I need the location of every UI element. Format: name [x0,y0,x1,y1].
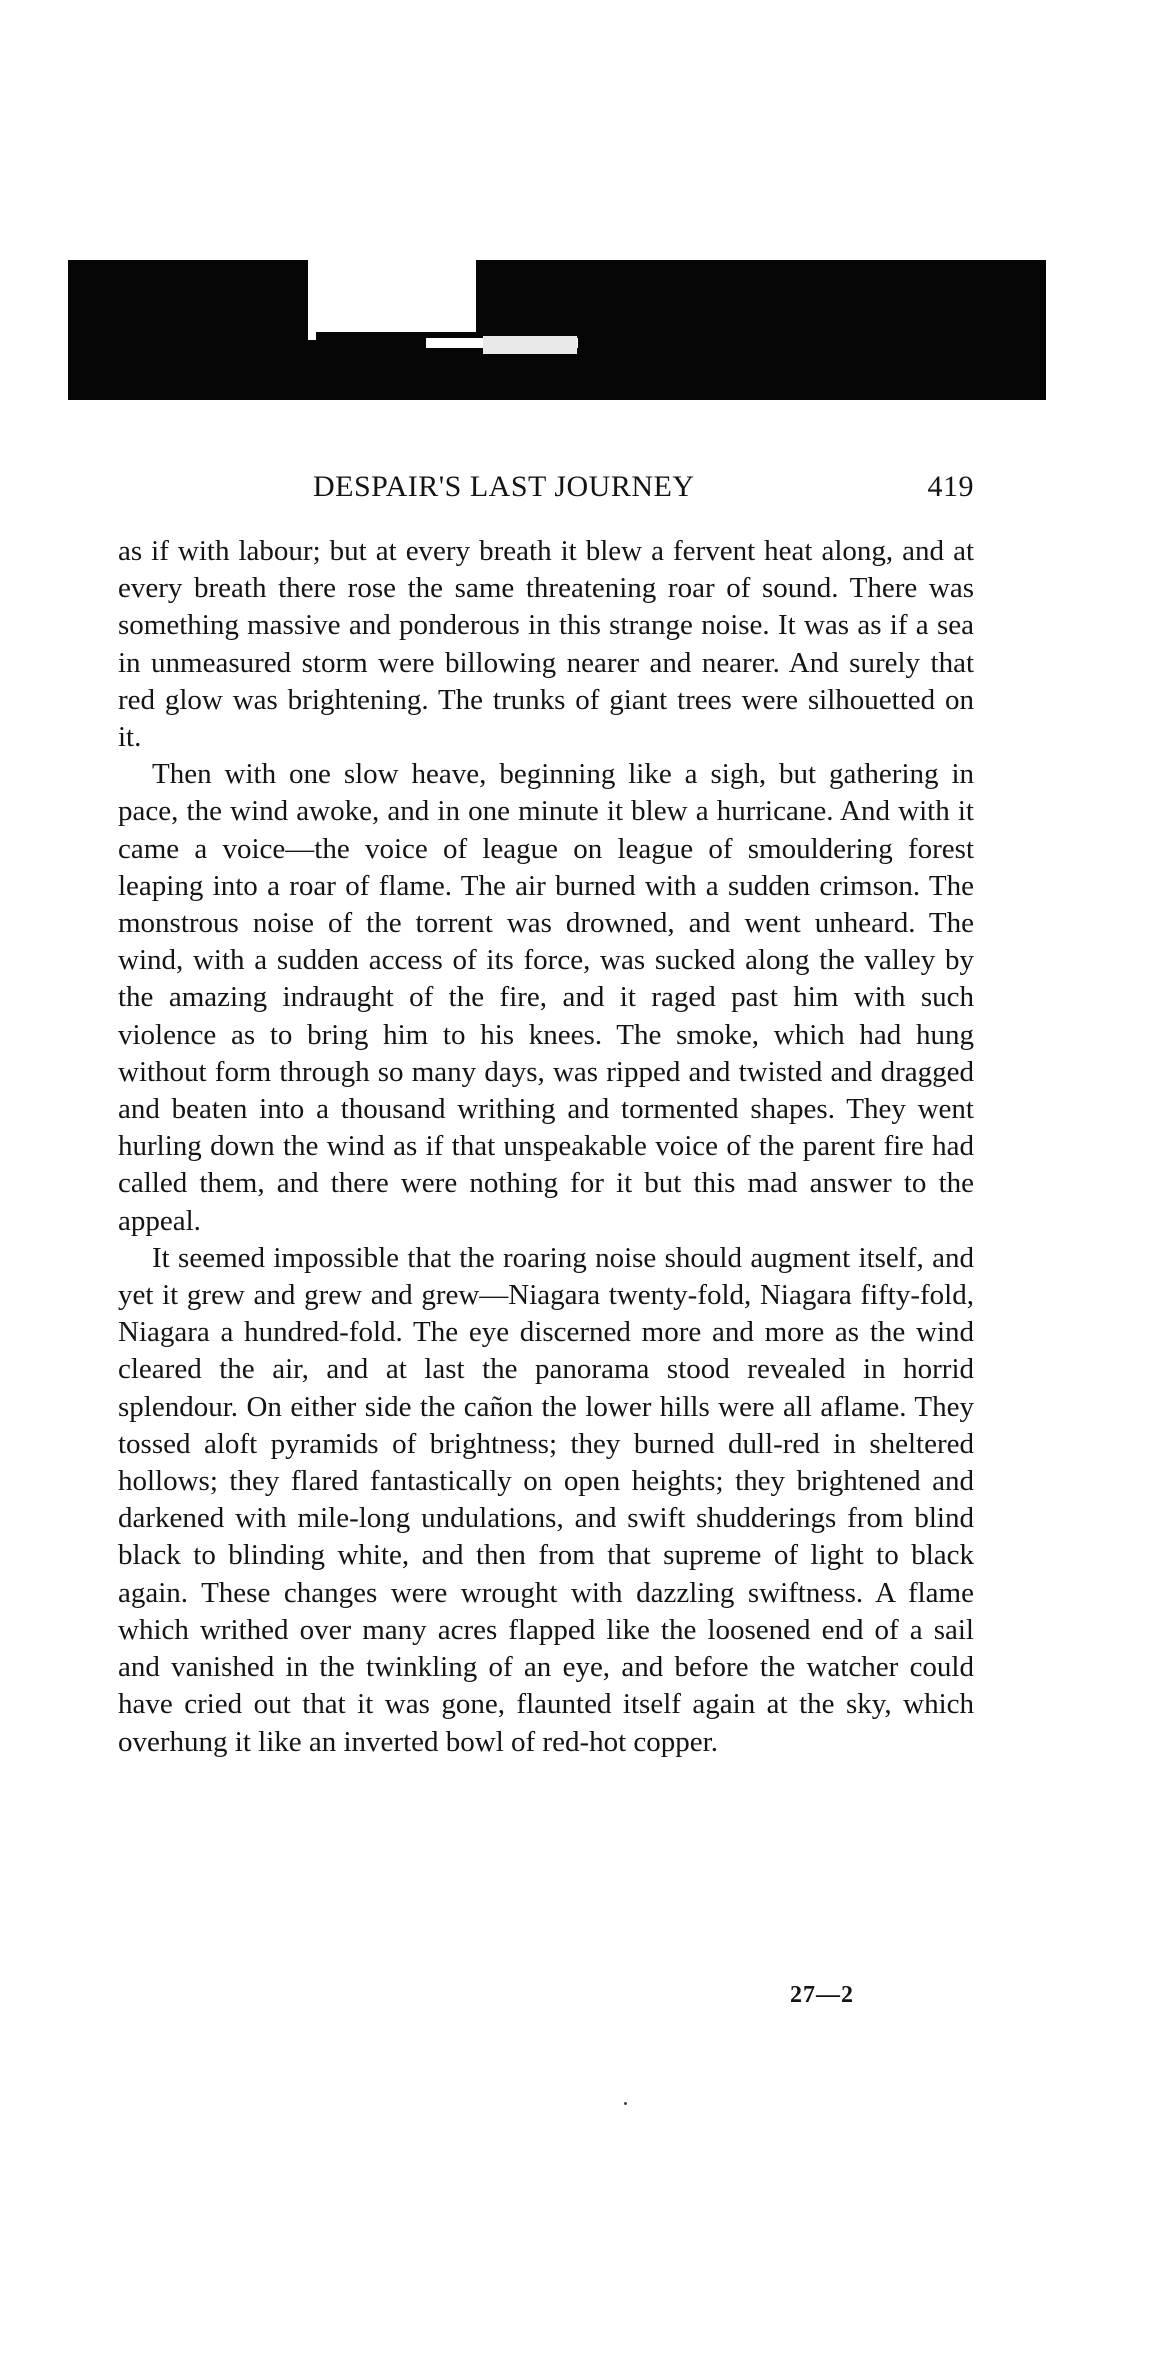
paragraph-2: Then with one slow heave, beginning like a sigh, but gathering in pace, the wind awoke, and in one minute it blew a hurricane. And with it came a voice—the voice of league on league of smouldering forest leaping into a roar of flame. The air burned with a sudden crimson. The monstrous noise of the torrent was drowned, and went unheard. The wind, with a sudden access of its force, was sucked along the valley by the amazing indraught of the fire, and it raged past him with such violence as to bring him to his knees. The smoke, which had hung without form through so many days, was ripped and twisted and dragged and beaten into a thousand writhing and tormented shapes. They went hurling down the wind as if that unspeakable voice of the parent fire had called them, and there were nothing for it but this mad answer to the appeal. [118,758,974,1237]
band-notch-foot [308,332,316,340]
paragraph-1: as if with labour; but at every breath it blew a fervent heat along, and at every breath there rose the same threatening roar of sound. There was something massive and ponderous in this strange noise. It was as if a sea in unmeasured storm were billowing nearer and nearer. And surely that red glow was brightening. The trunks of giant trees were silhouetted on it. [118,535,974,754]
paragraph-3: It seemed impossible that the roaring noise should augment itself, and yet it grew and grew and grew—Niagara twenty-fold, Niagara fifty-fold, Niagara a hundred-fold. The eye discerned more and more as the wind cleared the air, and at last the panorama stood revealed in horrid splendour. On either side the cañon the lower hills were all aflame. They tossed aloft pyramids of brightness; they burned dull-red in sheltered hollows; they flared fantastically on open heights; they brightened and darkened with mile-long undulations, and swift shudderings from blind black to blinding white, and then from that supreme of light to black again. These changes were wrought with dazzling swiftness. A flame which writhed over many acres flapped like the loosened end of a sail and vanished in the twinkling of an eye, and before the watcher could have cried out that it was gone, flaunted itself again at the sky, which overhung it like an inverted bowl of red-hot copper. [118,1241,974,1758]
scan-obscured-band [68,260,1046,400]
running-head [118,470,974,510]
scan-speck [624,2102,627,2105]
page-number: 419 [927,470,974,503]
running-title: DESPAIR'S LAST JOURNEY [313,470,695,503]
band-notch [308,260,476,332]
band-paper-slip [483,336,577,354]
signature-mark: 27—2 [790,1982,854,2008]
body-text [118,533,974,1761]
